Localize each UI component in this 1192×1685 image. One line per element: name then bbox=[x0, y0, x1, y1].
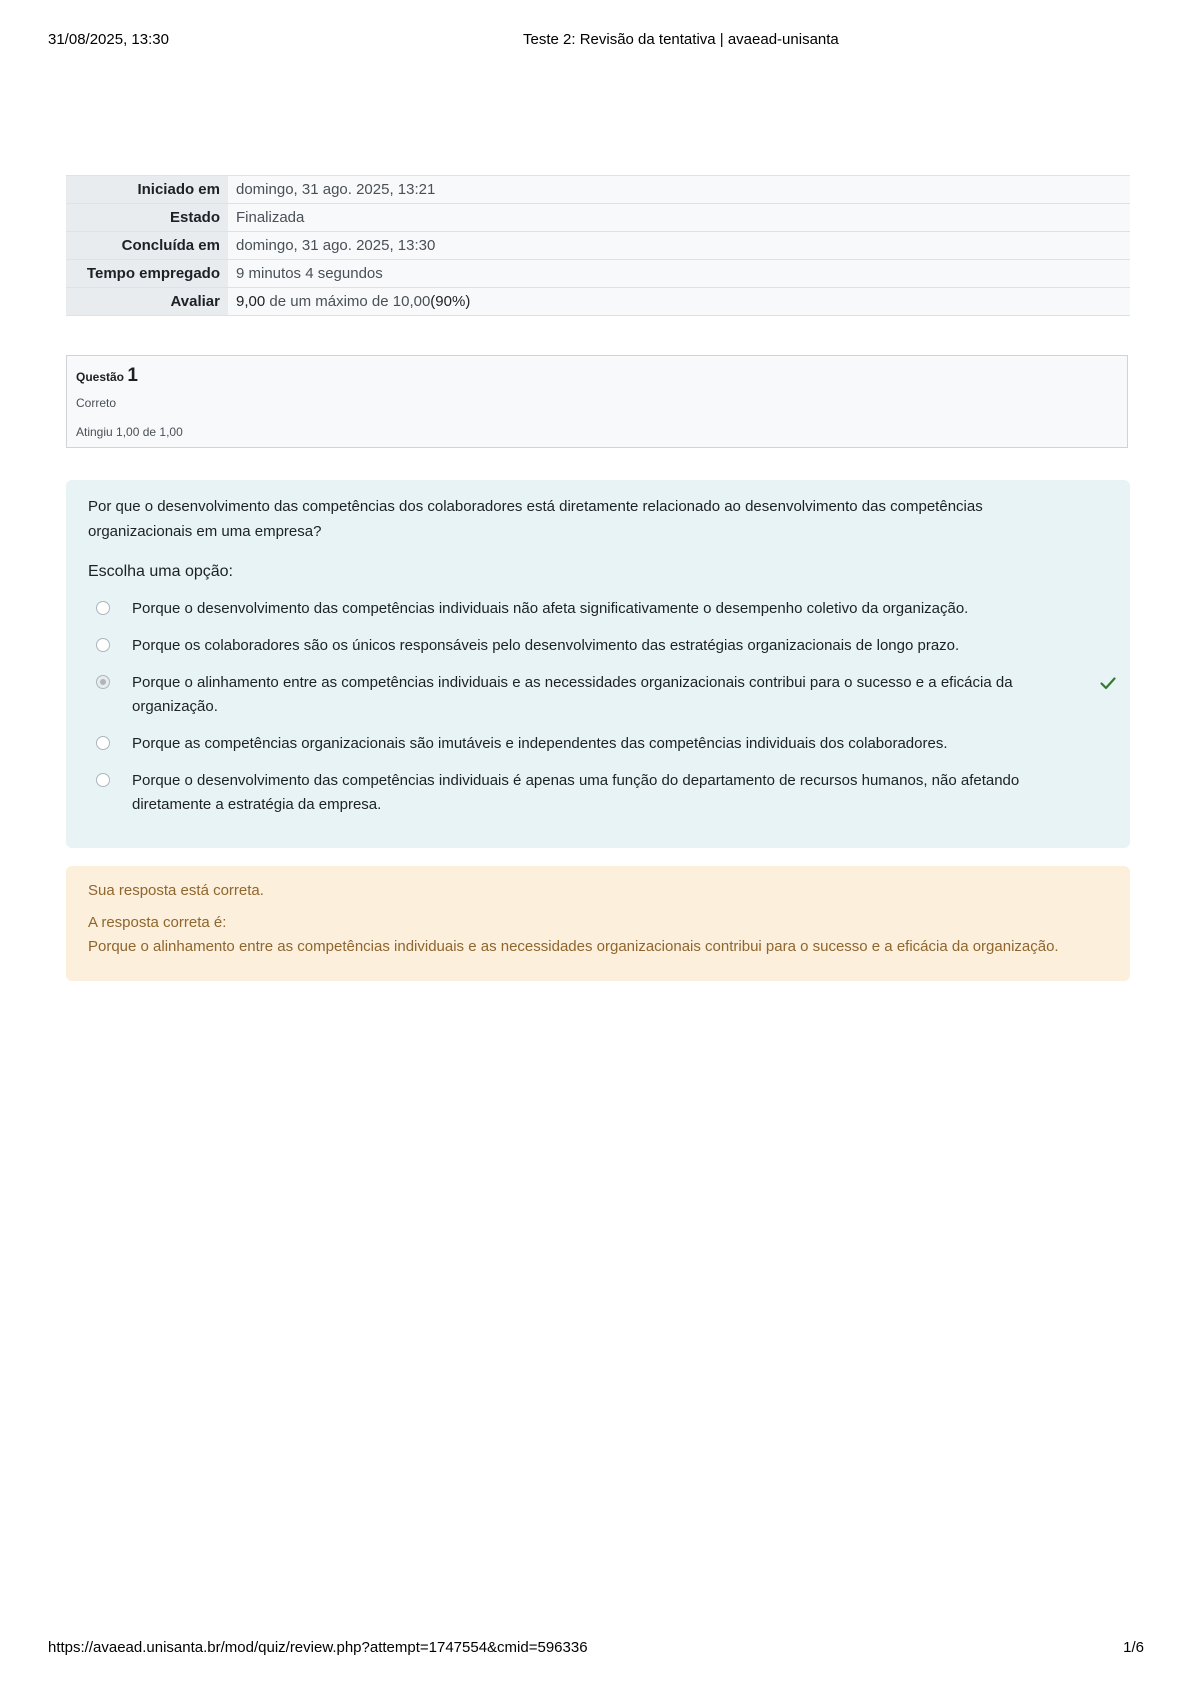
summary-row-completed bbox=[66, 232, 1130, 260]
correct-answer-text: Porque o alinhamento entre as competências individuais e as necessidades organizacionais contribui para o sucesso e a eficácia da organização. bbox=[88, 938, 1059, 955]
print-page-title: Teste 2: Revisão da tentativa | avaead-unisanta bbox=[523, 31, 839, 48]
answer-option-label: Porque os colaboradores são os únicos responsáveis pelo desenvolvimento das estratégias organizacionais de longo prazo. bbox=[132, 637, 960, 654]
correct-answer-label: A resposta correta é: bbox=[88, 914, 227, 931]
answer-option-label: Porque o desenvolvimento das competências individuais não afeta significativamente o desempenho coletivo da organização. bbox=[132, 600, 969, 617]
summary-row-time-taken bbox=[66, 260, 1130, 288]
print-datetime: 31/08/2025, 13:30 bbox=[48, 31, 169, 48]
grade-max-text: de um máximo de 10,00 bbox=[265, 293, 431, 310]
question-label: Questão bbox=[76, 370, 125, 384]
feedback-box bbox=[66, 866, 1130, 981]
summary-value: domingo, 31 ago. 2025, 13:30 bbox=[228, 232, 1130, 260]
summary-label: Iniciado em bbox=[66, 176, 228, 204]
summary-label: Concluída em bbox=[66, 232, 228, 260]
question-content bbox=[66, 480, 1130, 848]
radio-button[interactable] bbox=[96, 601, 110, 615]
radio-button[interactable] bbox=[96, 773, 110, 787]
question-number-value: 1 bbox=[127, 365, 138, 386]
page-number: 1/6 bbox=[1123, 1639, 1144, 1656]
question-state: Correto bbox=[76, 396, 117, 410]
summary-row-started bbox=[66, 176, 1130, 204]
summary-label: Estado bbox=[66, 204, 228, 232]
summary-label: Tempo empregado bbox=[66, 260, 228, 288]
feedback-status: Sua resposta está correta. bbox=[88, 882, 264, 899]
summary-value: 9 minutos 4 segundos bbox=[228, 260, 1130, 288]
grade-percent: (90%) bbox=[430, 293, 471, 310]
question-info-box bbox=[66, 355, 1128, 448]
question-number bbox=[76, 365, 138, 387]
summary-value: Finalizada bbox=[228, 204, 1130, 232]
question-text: Por que o desenvolvimento das competências dos colaboradores está diretamente relacionado ao desenvolvimento das competências organizacionais em uma empresa? bbox=[88, 498, 983, 540]
summary-value: domingo, 31 ago. 2025, 13:21 bbox=[228, 176, 1130, 204]
radio-button[interactable] bbox=[96, 736, 110, 750]
question-prompt: Escolha uma opção: bbox=[88, 563, 233, 580]
radio-button[interactable] bbox=[96, 638, 110, 652]
summary-row-grade bbox=[66, 288, 1130, 316]
grade-score: 9,00 bbox=[236, 293, 266, 310]
summary-value bbox=[228, 288, 1130, 316]
summary-row-state bbox=[66, 204, 1130, 232]
answer-option-label: Porque as competências organizacionais são imutáveis e independentes das competências individuais dos colaboradores. bbox=[132, 735, 948, 752]
answer-option-label: Porque o desenvolvimento das competências individuais é apenas uma função do departamento de recursos humanos, não afetando diretamente a estratégia da empresa. bbox=[132, 772, 1020, 813]
radio-button-selected[interactable] bbox=[96, 675, 110, 689]
check-icon bbox=[1099, 674, 1117, 692]
attempt-summary-table bbox=[66, 175, 1130, 316]
answer-option-label: Porque o alinhamento entre as competências individuais e as necessidades organizacionais contribui para o sucesso e a eficácia da organização. bbox=[132, 674, 1013, 715]
summary-label: Avaliar bbox=[66, 288, 228, 316]
question-grade: Atingiu 1,00 de 1,00 bbox=[76, 425, 183, 439]
print-url: https://avaead.unisanta.br/mod/quiz/review.php?attempt=1747554&cmid=596336 bbox=[48, 1639, 588, 1656]
